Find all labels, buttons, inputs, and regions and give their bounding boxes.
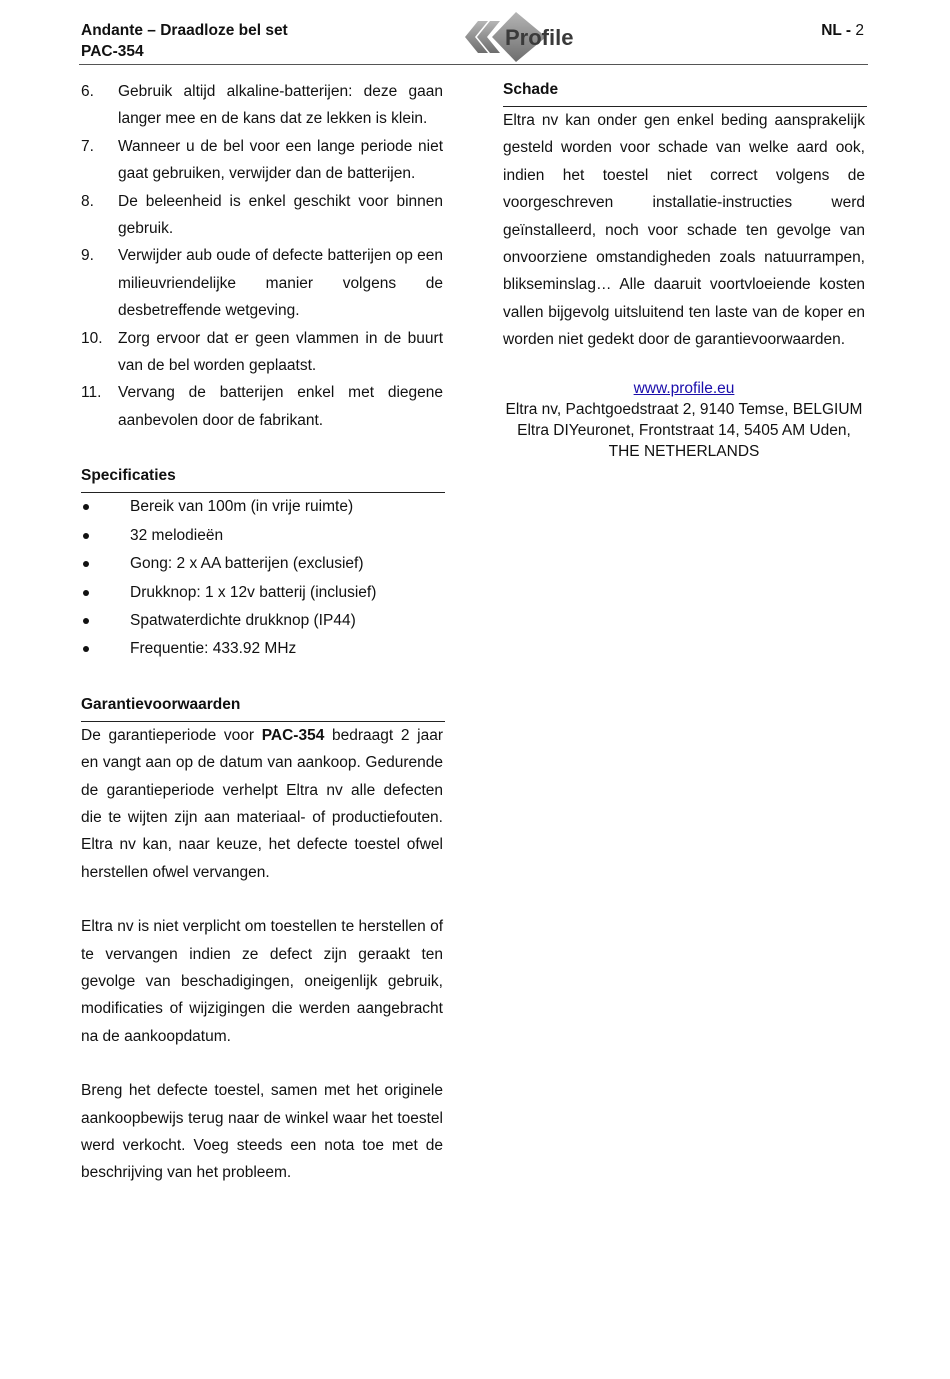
list-item: 11. Vervang de batterijen enkel met diegene aanbevolen door de fabrikant.	[81, 384, 443, 429]
address-belgium: Eltra nv, Pachtgoedstraat 2, 9140 Temse, BELGIUM	[505, 400, 863, 418]
list-item: 7. Wanneer u de bel voor een lange periode niet gaat gebruiken, verwijder dan de batterijen.	[81, 137, 443, 183]
warranty-return-paragraph: Breng het defecte toestel, samen met het originele aankoopbewijs terug naar de winkel waar het toestel werd verkocht. Voeg steeds een nota toe met de beschrijving van het probleem.	[81, 1082, 443, 1182]
list-item: 10. Zorg ervoor dat er geen vlammen in de buurt van de bel worden geplaatst.	[81, 329, 443, 375]
warranty-paragraph: De garantieperiode voor PAC-354 bedraagt 2 jaar en vangt aan op de datum van aankoop. Gedurende de garantieperiode verhelpt Eltra nv alle defecten die te wijten zijn aan materiaal- of productiefouten. Eltra nv kan, naar keuze, het defecte toestel ofwel herstellen ofwel vervangen.	[81, 726, 444, 881]
language-label: NL -	[821, 22, 852, 39]
warranty-exclusions-paragraph: Eltra nv is niet verplicht om toestellen te herstellen of te vervangen indien ze defect zijn geraakt ten gevolge van beschadigingen, oneigenlijk gebruik, modificaties of wijzigingen die werden aangebracht na de aankoopdatum.	[81, 918, 443, 1045]
specifications-heading: Specificaties	[81, 467, 176, 485]
bullet-icon	[83, 504, 89, 510]
logo-text: Profile	[505, 25, 574, 50]
bullet-icon	[83, 618, 89, 624]
bullet-icon	[83, 590, 89, 596]
list-item: 6. Gebruik altijd alkaline-batterijen: deze gaan langer mee en de kans dat ze lekken is klein.	[81, 83, 443, 128]
list-item: Spatwaterdichte drukknop (IP44)	[81, 607, 443, 635]
header-divider	[79, 64, 868, 65]
specifications-list	[81, 493, 443, 663]
list-item: 32 melodieën	[81, 522, 443, 550]
safety-instructions-list	[81, 78, 443, 434]
left-column	[81, 78, 443, 1187]
bullet-icon	[83, 646, 89, 652]
address-netherlands: Eltra DIYeuronet, Frontstraat 14, 5405 AM Uden,	[517, 421, 851, 439]
list-item: Bereik van 100m (in vrije ruimte)	[81, 493, 443, 521]
list-item: Gong: 2 x AA batterijen (exclusief)	[81, 550, 443, 578]
list-item: Frequentie: 433.92 MHz	[81, 635, 443, 663]
product-title: Andante – Draadloze bel set	[81, 22, 288, 39]
warranty-heading: Garantievoorwaarden	[81, 695, 241, 713]
address-country: THE NETHERLANDS	[608, 442, 760, 460]
list-item: Drukknop: 1 x 12v batterij (inclusief)	[81, 579, 443, 607]
contact-block	[503, 378, 865, 462]
list-item: 8. De beleenheid is enkel geschikt voor binnen gebruik.	[81, 192, 443, 238]
bullet-icon	[83, 561, 89, 567]
page-number: 2	[855, 22, 864, 39]
damage-paragraph: Eltra nv kan onder gen enkel beding aansprakelijk gesteld worden voor schade van welke aard ook, indien het toestel niet correct volgens de voorgeschreven installatie-instructies werd geïnstalleerd, noch voor schade ten gevolge van onvoorziene omstandigheden zoals natuurrampen, blikseminslag… Alle daaruit voortvloeiende kosten vallen bijgevolg uitsluitend ten laste van de koper en worden niet gedekt door de garantievoorwaarden.	[503, 112, 865, 349]
document-header	[81, 20, 288, 62]
page-indicator	[821, 20, 864, 41]
list-item: 9. Verwijder aub oude of defecte batterijen op een milieuvriendelijke manier volgens de desbetreffende wetgeving.	[81, 247, 443, 320]
model-number: PAC-354	[261, 726, 325, 744]
bullet-icon	[83, 533, 89, 539]
website-link[interactable]: www.profile.eu	[633, 379, 735, 397]
profile-logo	[462, 10, 580, 64]
damage-heading: Schade	[503, 81, 559, 98]
product-code: PAC-354	[81, 43, 144, 60]
right-column	[503, 78, 865, 462]
